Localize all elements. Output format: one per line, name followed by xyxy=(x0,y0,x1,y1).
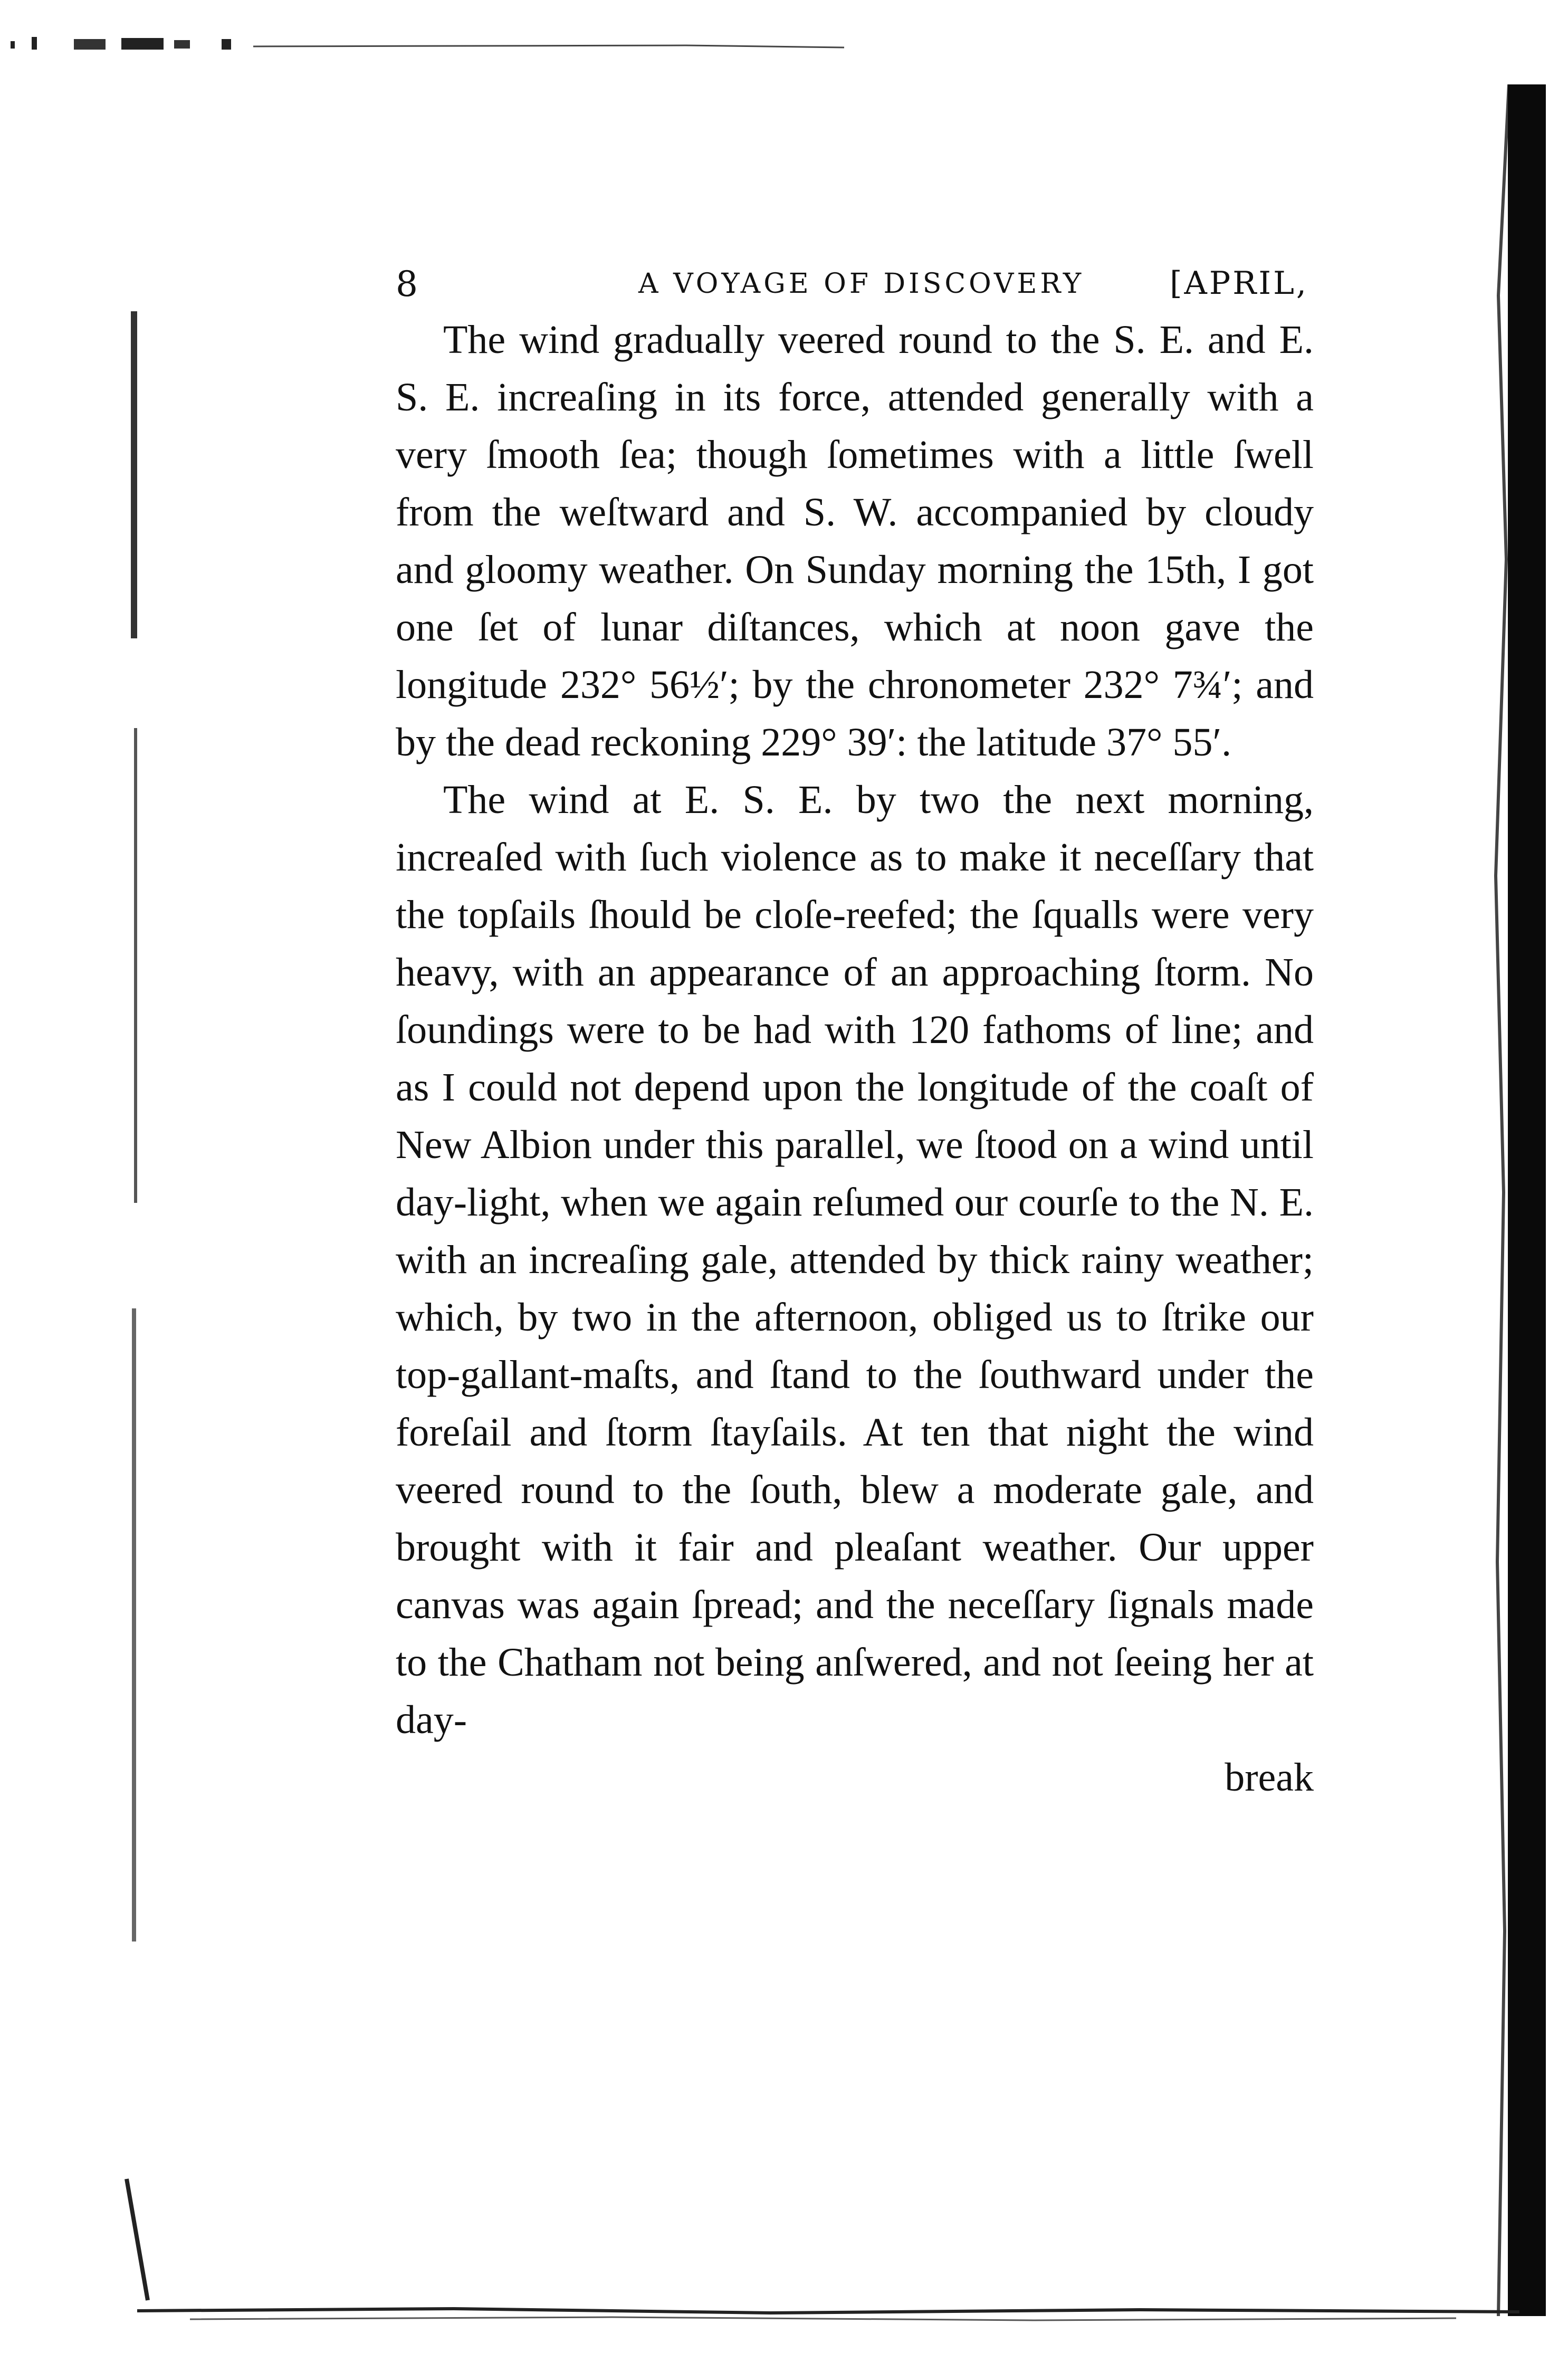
running-section: [APRIL, xyxy=(1170,265,1308,302)
scan-top-edge xyxy=(0,32,897,53)
running-title: A VOYAGE OF DISCOVERY xyxy=(638,268,1085,300)
scan-bottom-edge xyxy=(137,2290,1519,2332)
book-page xyxy=(390,253,1319,1806)
page-number: 8 xyxy=(396,264,420,304)
paragraph-2: The wind at E. S. E. by two the next morning, increaſed with ſuch violence as to make it neceſſary that the topſails ſhould be cloſe-reefed; the ſqualls were very heavy, with an appearance of an approaching ſtorm. No ſoundings were to be had with 120 fathoms of line; and as I could not depend upon the longitude of the coaſt of New Albion under this parallel, we ſtood on a wind until day-light, when we again reſumed our courſe to the N. E. with an increaſing gale, attended by thick rainy weather; which, by two in the afternoon, obliged us to ſtrike our top-gallant-maſts, and ſtand to the ſouthward under the foreſail and ſtorm ſtayſails. At ten that night the wind veered round to the ſouth, blew a moderate gale, and brought with it fair and pleaſant weather. Our upper canvas was again ſpread; and the neceſſary ſignals made to the Chatham not being anſwered, and not ſeeing her at day- xyxy=(396,778,1314,1742)
scan-left-edge xyxy=(121,95,153,2311)
running-head xyxy=(390,253,1319,311)
paragraph-1: The wind gradually veered round to the S. E. and E. S. E. increaſing in its force, attended generally with a very ſmooth ſea; though ſometimes with a little ſwell from the weſtward and S. W. accompanied by cloudy and gloomy weather. On Sunday morning the 15th, I got one ſet of lunar diſtances, which at noon gave the longitude 232° 56½′; by the chronometer 232° 7¾′; and by the dead reckoning 229° 39′: the latitude 37° 55′. xyxy=(396,318,1314,764)
scan-right-dark-edge xyxy=(1508,84,1546,2316)
catchword: break xyxy=(1225,1755,1314,1800)
